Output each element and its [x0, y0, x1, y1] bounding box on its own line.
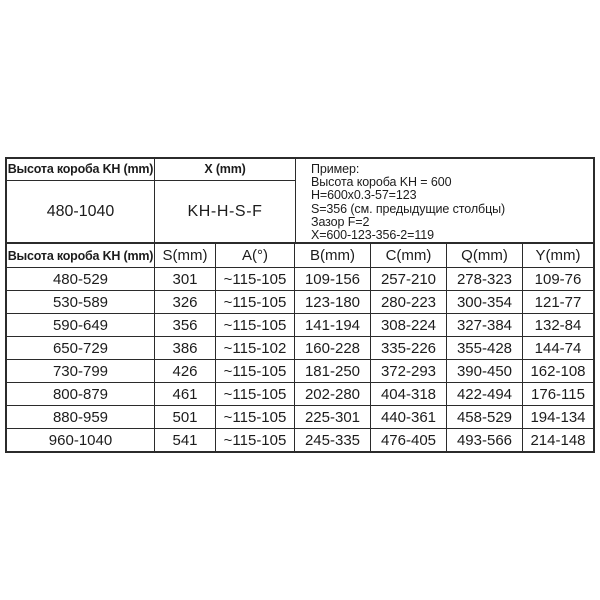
table-cell: 426: [155, 360, 216, 383]
table-cell: ~115-105: [216, 314, 295, 337]
table-cell: 257-210: [371, 268, 447, 291]
table-cell: 123-180: [295, 291, 371, 314]
example-line: H=600x0.3-57=123: [311, 188, 417, 203]
example-line: Высота короба KH = 600: [311, 175, 452, 190]
table-row: [7, 360, 594, 383]
table-cell: ~115-105: [216, 429, 295, 452]
table-cell: 245-335: [295, 429, 371, 452]
table-row: [7, 291, 594, 314]
table-row: [7, 383, 594, 406]
table-cell: 300-354: [447, 291, 523, 314]
table-cell: 144-74: [523, 337, 594, 360]
table-cell: 386: [155, 337, 216, 360]
table-cell: 335-226: [371, 337, 447, 360]
header-cell-kh: Высота короба KH (mm): [7, 244, 155, 268]
table-cell: ~115-105: [216, 383, 295, 406]
table-cell: 225-301: [295, 406, 371, 429]
table-cell: 280-223: [371, 291, 447, 314]
table-cell: ~115-105: [216, 360, 295, 383]
header-cell-c: C(mm): [371, 244, 447, 268]
table-cell: 461: [155, 383, 216, 406]
table-cell: 214-148: [523, 429, 594, 452]
dimensions-table: [6, 243, 594, 452]
table-cell: 404-318: [371, 383, 447, 406]
table-cell: 480-529: [7, 268, 155, 291]
table-cell: 493-566: [447, 429, 523, 452]
table-cell: 202-280: [295, 383, 371, 406]
table-cell: ~115-105: [216, 291, 295, 314]
table-cell: 132-84: [523, 314, 594, 337]
example-line: S=356 (см. предыдущие столбцы): [311, 201, 506, 216]
table-row: [7, 314, 594, 337]
table-cell: 121-77: [523, 291, 594, 314]
table-cell: 372-293: [371, 360, 447, 383]
dimensions-table-body: [7, 268, 594, 452]
example-note: [296, 159, 594, 243]
table-cell: 109-156: [295, 268, 371, 291]
example-line: X=600-123-356-2=119: [311, 228, 434, 243]
table-row: [7, 337, 594, 360]
table-cell: 960-1040: [7, 429, 155, 452]
upper-header-row: [7, 159, 594, 181]
header-cell-q: Q(mm): [447, 244, 523, 268]
example-line: Зазор F=2: [311, 214, 370, 229]
table-cell: 194-134: [523, 406, 594, 429]
header-cell-b: B(mm): [295, 244, 371, 268]
table-cell: 109-76: [523, 268, 594, 291]
table-cell: 176-115: [523, 383, 594, 406]
upper-header-x: X (mm): [155, 159, 296, 181]
table-cell: 301: [155, 268, 216, 291]
table-cell: 326: [155, 291, 216, 314]
table-cell: 458-529: [447, 406, 523, 429]
table-cell: 422-494: [447, 383, 523, 406]
table-cell: 390-450: [447, 360, 523, 383]
table-cell: ~115-105: [216, 268, 295, 291]
example-line: Пример:: [311, 162, 360, 176]
table-row: [7, 429, 594, 452]
table-cell: 308-224: [371, 314, 447, 337]
upper-header-kh: Высота короба KH (mm): [7, 159, 155, 181]
table-cell: 160-228: [295, 337, 371, 360]
table-cell: 880-959: [7, 406, 155, 429]
table-cell: ~115-102: [216, 337, 295, 360]
table-cell: 476-405: [371, 429, 447, 452]
table-cell: 327-384: [447, 314, 523, 337]
table-cell: 501: [155, 406, 216, 429]
table-cell: 141-194: [295, 314, 371, 337]
header-cell-a: A(°): [216, 244, 295, 268]
table-cell: 355-428: [447, 337, 523, 360]
spec-sheet: [5, 157, 595, 453]
table-row: [7, 268, 594, 291]
table-cell: 162-108: [523, 360, 594, 383]
upper-table: [6, 158, 594, 243]
table-cell: 650-729: [7, 337, 155, 360]
table-cell: 181-250: [295, 360, 371, 383]
table-cell: 590-649: [7, 314, 155, 337]
dimensions-header-row: [7, 244, 594, 268]
table-cell: 440-361: [371, 406, 447, 429]
table-cell: ~115-105: [216, 406, 295, 429]
table-cell: 800-879: [7, 383, 155, 406]
kh-range-value: 480-1040: [7, 180, 155, 242]
table-cell: 530-589: [7, 291, 155, 314]
header-cell-y: Y(mm): [523, 244, 594, 268]
table-cell: 278-323: [447, 268, 523, 291]
header-cell-s: S(mm): [155, 244, 216, 268]
table-cell: 730-799: [7, 360, 155, 383]
table-cell: 356: [155, 314, 216, 337]
table-cell: 541: [155, 429, 216, 452]
x-formula-value: KH-H-S-F: [155, 180, 296, 242]
table-row: [7, 406, 594, 429]
